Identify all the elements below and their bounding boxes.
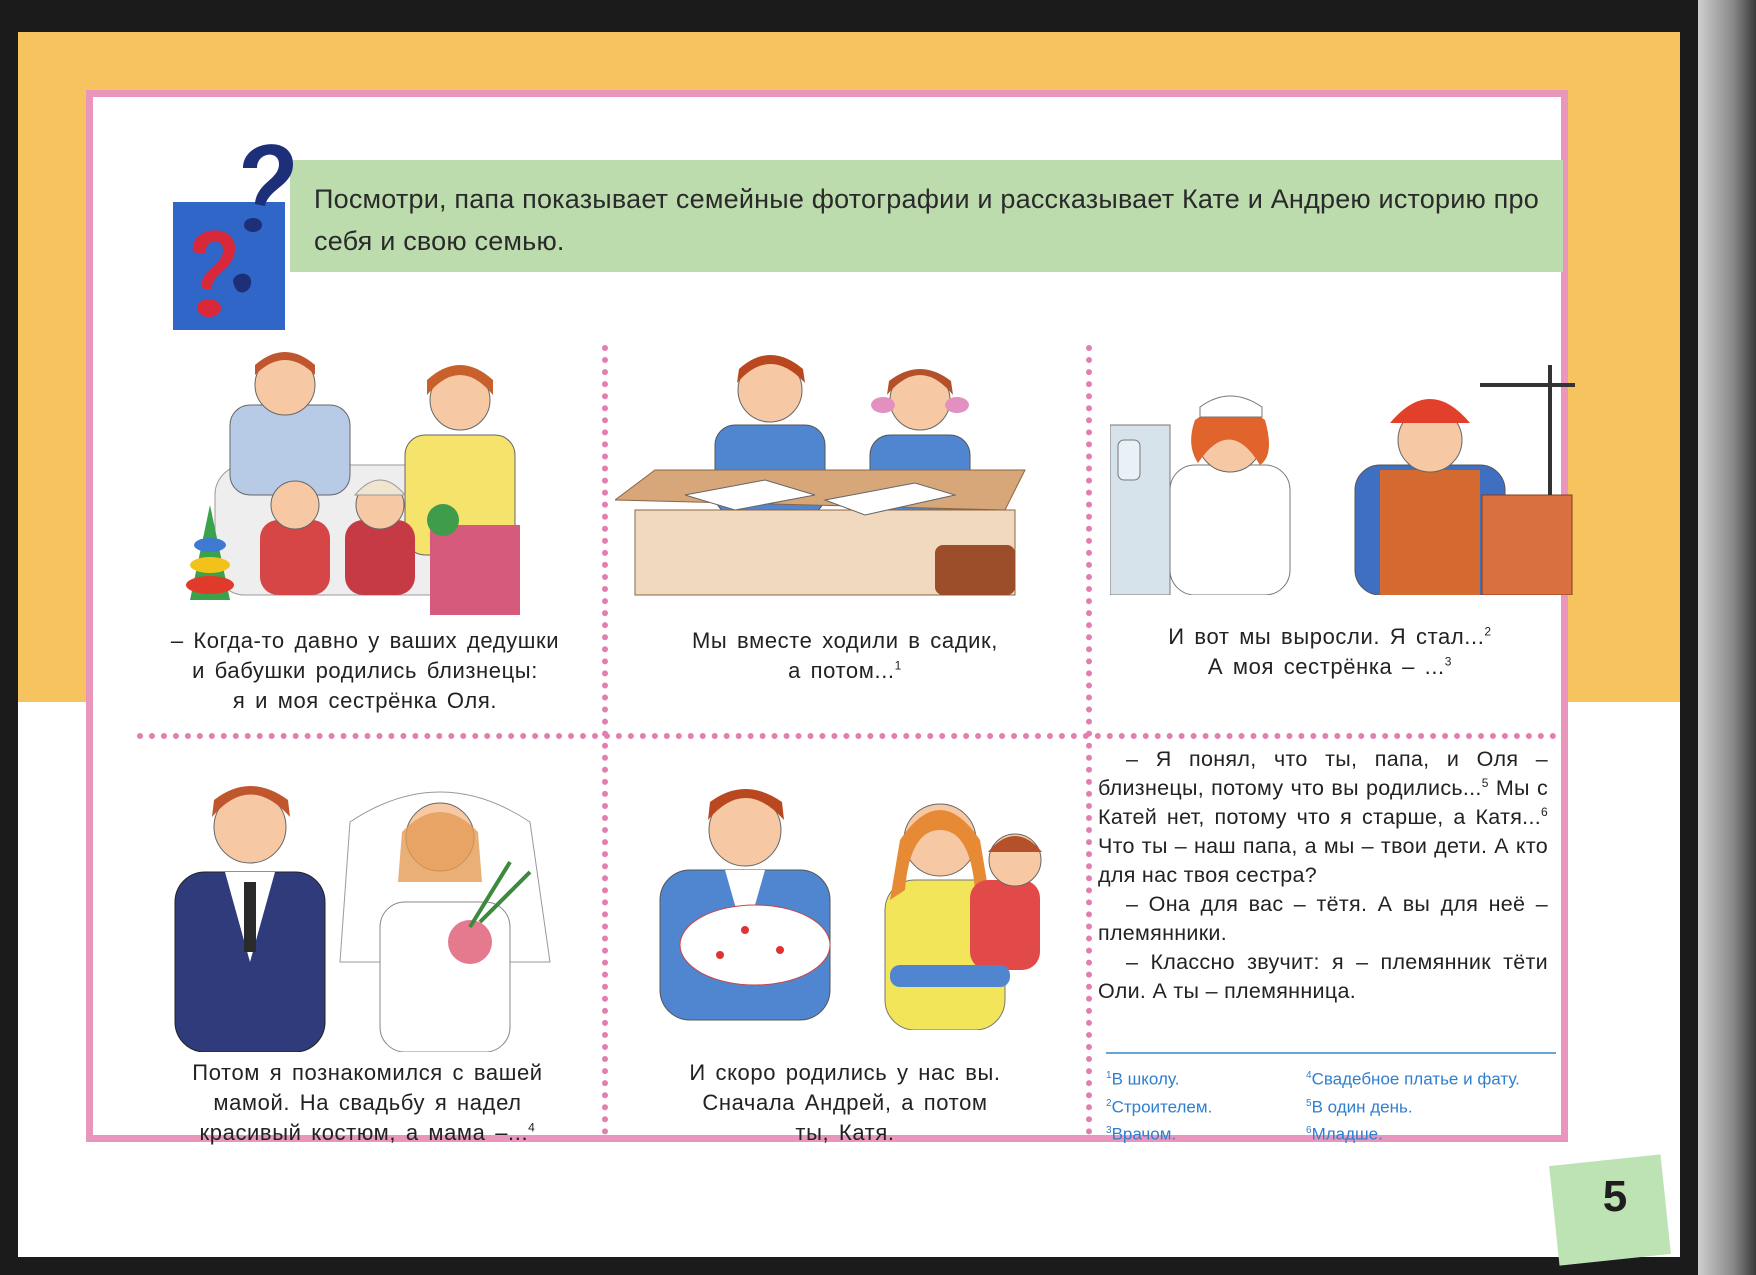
separator-vertical-2 xyxy=(1086,345,1092,1135)
footnote-divider xyxy=(1106,1052,1556,1054)
groom-and-bride-illustration xyxy=(170,762,570,1052)
caption-grown: И вот мы выросли. Я стал...$^2$ А моя сестрёнка – ...$^3$ xyxy=(1168,624,1492,679)
footnote-3: $^3$Врачом. xyxy=(1106,1124,1177,1144)
children-at-school-desk-illustration xyxy=(615,345,1055,605)
caption-wedding: Потом я познакомился с вашей мамой. На свадьбу я надел красивый костюм, а мама –...$^4$ xyxy=(192,1060,543,1145)
footnote-ref-1: 1 xyxy=(894,658,902,673)
footnote-ref-3: 3 xyxy=(1444,654,1453,669)
parents-with-twin-babies-illustration xyxy=(175,345,570,615)
footnote-ref-4: 4 xyxy=(528,1120,536,1135)
footnotes xyxy=(1106,1064,1566,1147)
instruction-text: Посмотри, папа показывает семейные фотографии и рассказывает Кате и Андрею историю про себя и свою семью. xyxy=(314,184,1539,256)
footnote-5: $^5$В один день. xyxy=(1306,1097,1413,1117)
caption-kids: И скоро родились у нас вы. Сначала Андрей, а потом ты, Катя. xyxy=(689,1060,1001,1145)
dialog-paragraph-2: – Она для вас – тётя. А вы для неё – племянники. xyxy=(1098,892,1548,945)
question-marks-icon xyxy=(173,130,313,330)
doctor-and-builder-illustration xyxy=(1110,345,1575,595)
dialog-paragraph-3: – Классно звучит: я – племянник тёти Оли. А ты – племянница. xyxy=(1098,950,1548,1003)
footnote-ref-6: 6 xyxy=(1541,804,1548,819)
footnote-2: $^2$Строителем. xyxy=(1106,1097,1213,1117)
instruction-banner xyxy=(290,160,1563,272)
parents-with-baby-and-child-illustration xyxy=(650,770,1070,1030)
separator-horizontal xyxy=(137,733,1557,739)
separator-vertical-1 xyxy=(602,345,608,1135)
footnote-6: $^6$Младше. xyxy=(1306,1124,1383,1144)
caption-twins: – Когда-то давно у ваших дедушки и бабушки родились близнецы: я и моя сестрёнка Оля. xyxy=(170,628,560,713)
caption-school: Мы вместе ходили в садик, а потом...$^1$ xyxy=(692,628,998,683)
book-spine xyxy=(1698,0,1756,1275)
footnote-1: $^1$В школу. xyxy=(1106,1069,1180,1089)
page-number: 5 xyxy=(1602,1172,1628,1221)
dialog-paragraph-1: – Я понял, что ты, папа, и Оля – близнецы, потому что вы родились...$^5$ Мы с Катей нет, потому что я старше, а Катя...$^6$ Что ты – наш папа, а мы – твои дети. А кто для нас твоя сестра? xyxy=(1098,747,1548,887)
footnote-ref-5: 5 xyxy=(1481,775,1489,790)
dialog-text xyxy=(1098,745,1548,1006)
footnote-4: $^4$Свадебное платье и фату. xyxy=(1306,1069,1520,1089)
footnote-ref-2: 2 xyxy=(1484,624,1492,639)
